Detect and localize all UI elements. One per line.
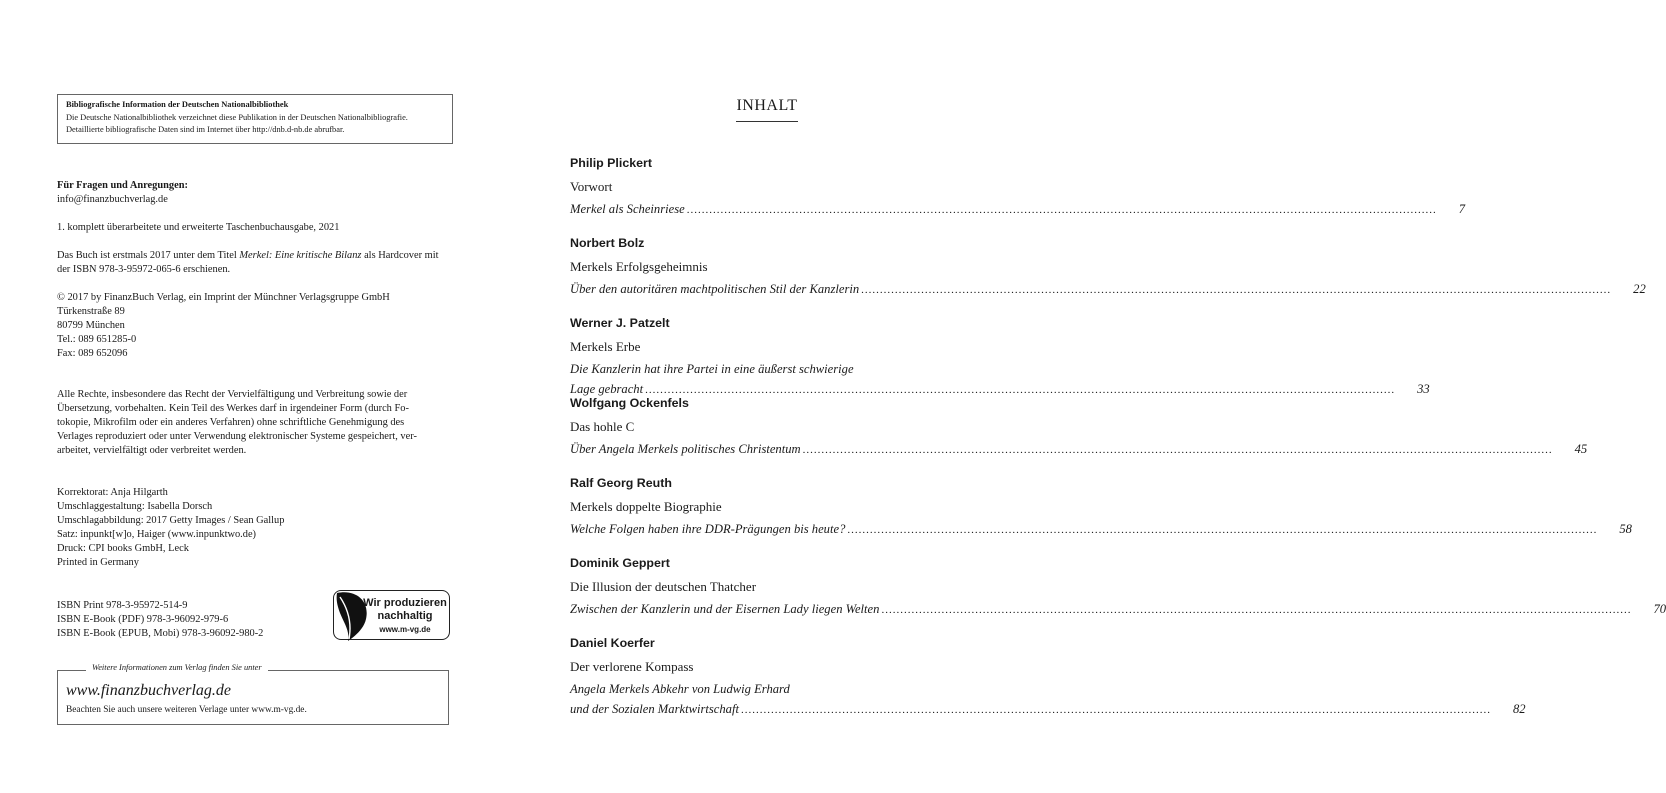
toc-entry	[570, 150, 1465, 230]
address-line: 80799 München	[57, 320, 125, 331]
toc-page-number: 82	[1512, 702, 1526, 716]
toc-title: Das hohle C	[570, 419, 635, 434]
credit-line: Umschlagabbildung: 2017 Getty Images / Sean Gallup	[57, 515, 285, 526]
first-pub-text: der ISBN 978-3-95972-065-6 erschienen.	[57, 264, 231, 275]
badge-url: www.m-vg.de	[379, 625, 431, 634]
address-line: Türkenstraße 89	[57, 306, 125, 317]
toc-entry	[570, 630, 1526, 716]
toc-title: Merkels Erfolgsgeheimnis	[570, 259, 708, 274]
toc-title: Die Illusion der deutschen Thatcher	[570, 579, 757, 594]
biblio-line: Detaillierte bibliografische Daten sind im Internet über http://dnb.d-nb.de abrufbar.	[66, 125, 345, 134]
info-note: Beachten Sie auch unsere weiteren Verlage unter www.m-vg.de.	[66, 705, 307, 715]
toc-title: Merkels Erbe	[570, 339, 641, 354]
address-line: Fax: 089 652096	[57, 348, 128, 359]
table-of-contents	[570, 150, 1666, 716]
toc-subtitle: Zwischen der Kanzlerin und der Eisernen Lady liegen Welten	[570, 602, 880, 616]
toc-subtitle-line	[570, 202, 1465, 217]
credit-line: Satz: inpunkt[w]o, Haiger (www.inpunktwo.de)	[57, 529, 257, 540]
toc-entry	[570, 390, 1588, 470]
toc-leader-dots: ........................................................................................................................................................................................................	[802, 444, 1553, 456]
rights-line: Übersetzung, vorbehalten. Kein Teil des Werkes darf in irgendeiner Form (durch Fo-	[57, 403, 409, 414]
toc-title: Vorwort	[570, 179, 613, 194]
biblio-line: Die Deutsche Nationalbibliothek verzeichnet diese Publikation in der Deutschen Nationalbibliografie.	[66, 112, 408, 122]
publisher-address	[57, 291, 447, 361]
contact-heading: Für Fragen und Anregungen:	[57, 180, 188, 191]
publisher-url: www.finanzbuchverlag.de	[66, 682, 232, 699]
toc-subtitle: Über den autoritären machtpolitischen Stil der Kanzlerin	[570, 282, 860, 296]
rights-line: Verlages reproduziert oder unter Verwendung elektronischer Systeme gespeichert, ver-	[57, 431, 417, 442]
biblio-title: Bibliografische Information der Deutschen Nationalbibliothek	[66, 100, 289, 109]
toc-entry	[570, 230, 1646, 310]
toc-subtitle-line	[570, 702, 1526, 717]
credit-line: Korrektorat: Anja Hilgarth	[57, 487, 168, 498]
toc-author: Ralf Georg Reuth	[570, 476, 672, 490]
publisher-info-box	[57, 663, 449, 725]
toc-entry	[570, 550, 1666, 630]
toc-page-number: 70	[1653, 602, 1666, 616]
info-legend: Weitere Informationen zum Verlag finden Sie unter	[86, 663, 268, 672]
credit-line: Druck: CPI books GmbH, Leck	[57, 543, 189, 554]
toc-subtitle: Angela Merkels Abkehr von Ludwig Erhard	[570, 682, 790, 696]
toc-subtitle-line	[570, 522, 1632, 537]
toc-page-number: 7	[1458, 202, 1465, 216]
isbn-line: ISBN E-Book (PDF) 978-3-96092-979-6	[57, 614, 229, 625]
toc-page-number: 45	[1574, 442, 1588, 456]
credits-block	[57, 486, 447, 570]
copyright-line: © 2017 by FinanzBuch Verlag, ein Imprint der Münchner Verlagsgruppe GmbH	[57, 292, 390, 303]
toc-subtitle: Merkel als Scheinriese	[570, 202, 685, 216]
toc-author: Norbert Bolz	[570, 236, 645, 250]
toc-subtitle-line	[570, 602, 1666, 617]
toc-subtitle: Welche Folgen haben ihre DDR-Prägungen bis heute?	[570, 522, 846, 536]
first-pub-title: Merkel: Eine kritische Bilanz	[239, 250, 362, 261]
toc-author: Philip Plickert	[570, 156, 652, 170]
isbn-line: ISBN E-Book (EPUB, Mobi) 978-3-96092-980-2	[57, 628, 264, 639]
toc-author: Wolfgang Ockenfels	[570, 396, 689, 410]
contact-block	[57, 179, 447, 207]
toc-entry	[570, 310, 1430, 396]
toc-subtitle-line	[570, 682, 965, 697]
credit-line: Umschlaggestaltung: Isabella Dorsch	[57, 501, 213, 512]
rights-notice	[57, 388, 447, 458]
toc-heading-rule	[736, 121, 798, 122]
isbn-line: ISBN Print 978-3-95972-514-9	[57, 600, 188, 611]
toc-leader-dots: ........................................................................................................................................................................................................	[881, 604, 1632, 616]
toc-page-number: 33	[1417, 382, 1430, 396]
toc-author: Werner J. Patzelt	[570, 316, 670, 330]
toc-author: Daniel Koerfer	[570, 636, 655, 650]
credit-line: Printed in Germany	[57, 557, 139, 568]
toc-page-number: 58	[1619, 522, 1632, 536]
first-pub-text: Das Buch ist erstmals 2017 unter dem Titel	[57, 250, 240, 261]
toc-subtitle: Die Kanzlerin hat ihre Partei in eine äußerst schwierige	[570, 362, 854, 376]
toc-entry	[570, 470, 1632, 550]
edition-line: 1. komplett überarbeitete und erweiterte Taschenbuchausgabe, 2021	[57, 222, 340, 233]
badge-line: nachhaltig	[377, 610, 433, 622]
toc-author: Dominik Geppert	[570, 556, 670, 570]
rights-line: tokopie, Mikrofilm oder ein anderes Verfahren) ohne schriftliche Genehmigung des	[57, 417, 405, 428]
toc-page-number: 22	[1633, 282, 1646, 296]
toc-leader-dots: ........................................................................................................................................................................................................	[740, 704, 1491, 716]
contact-email: info@finanzbuchverlag.de	[57, 194, 168, 205]
badge-line: Wir produzieren	[363, 597, 447, 609]
toc-subtitle: Über Angela Merkels politisches Christentum	[570, 442, 801, 456]
toc-heading: INHALT	[736, 97, 798, 114]
toc-leader-dots: ........................................................................................................................................................................................................	[847, 524, 1598, 536]
toc-leader-dots: ........................................................................................................................................................................................................	[645, 384, 1396, 396]
toc-subtitle: Lage gebracht	[570, 382, 644, 396]
bibliographic-info-box	[57, 94, 453, 144]
first-pub-text: als Hardcover mit	[361, 250, 439, 261]
rights-line: arbeitet, vervielfältigt oder verbreitet werden.	[57, 445, 247, 456]
rights-line: Alle Rechte, insbesondere das Recht der Vervielfältigung und Verbreitung sowie der	[57, 389, 408, 400]
isbn-block	[57, 599, 327, 641]
toc-leader-dots: ........................................................................................................................................................................................................	[686, 204, 1437, 216]
toc-title: Merkels doppelte Biographie	[570, 499, 722, 514]
first-publication-note	[57, 249, 447, 277]
toc-subtitle: und der Sozialen Marktwirtschaft	[570, 702, 739, 716]
toc-title: Der verlorene Kompass	[570, 659, 694, 674]
address-line: Tel.: 089 651285-0	[57, 334, 137, 345]
toc-subtitle-line	[570, 362, 965, 377]
sustainability-badge	[333, 590, 450, 640]
toc-subtitle-line	[570, 442, 1588, 457]
toc-leader-dots: ........................................................................................................................................................................................................	[861, 284, 1612, 296]
toc-subtitle-line	[570, 282, 1646, 297]
